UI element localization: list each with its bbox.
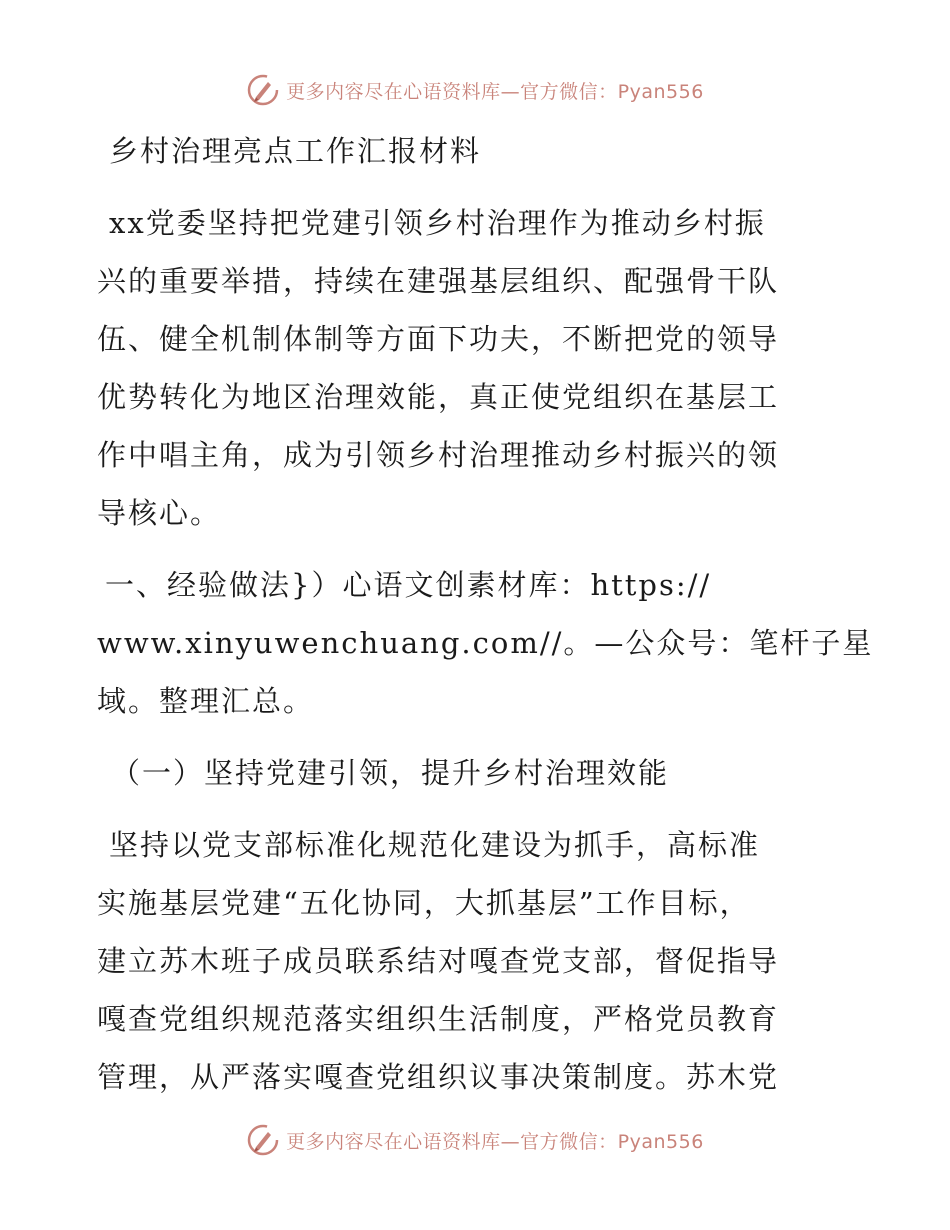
intro-line-3: 伍、健全机制体制等方面下功夫，不断把党的领导 [97,322,780,356]
paragraph-2-line-5: 管理，从严落实嘎查党组织议事决策制度。苏木党 [97,1060,780,1094]
intro-line-6: 导核心。 [97,496,222,530]
header-watermark-banner [0,70,950,110]
section-1-line-2: www.xinyuwenchuang.com//。—公众号：笔杆子星 [97,626,874,660]
intro-line-1: xx党委坚持把党建引领乡村治理作为推动乡村振 [109,206,766,240]
paragraph-2-line-3: 建立苏木班子成员联系结对嘎查党支部，督促指导 [97,944,780,978]
section-1-line-3: 域。整理汇总。 [97,684,315,718]
watermark-text: 更多内容尽在心语资料库—官方微信：Pyan556 [286,80,704,103]
pen-nib-logo-icon [246,1123,280,1157]
intro-line-2: 兴的重要举措，持续在建强基层组织、配强骨干队 [97,264,780,298]
document-title: 乡村治理亮点工作汇报材料 [109,134,482,168]
footer-watermark-banner [0,1120,950,1160]
paragraph-2-line-1: 坚持以党支部标准化规范化建设为抓手，高标准 [109,828,761,862]
intro-line-4: 优势转化为地区治理效能，真正使党组织在基层工 [97,380,780,414]
intro-line-5: 作中唱主角，成为引领乡村治理推动乡村振兴的领 [97,438,780,472]
document-body [97,122,874,1106]
paragraph-2-line-2: 实施基层党建“五化协同，大抓基层”工作目标， [97,886,751,920]
section-1-line-1: 一、经验做法}）心语文创素材库：https:// [105,568,712,602]
paragraph-2-line-4: 嘎查党组织规范落实组织生活制度，严格党员教育 [97,1002,780,1036]
pen-nib-logo-icon [246,73,280,107]
watermark-text: 更多内容尽在心语资料库—官方微信：Pyan556 [286,1130,704,1153]
subsection-1-heading: （一）坚持党建引领，提升乡村治理效能 [111,756,670,790]
